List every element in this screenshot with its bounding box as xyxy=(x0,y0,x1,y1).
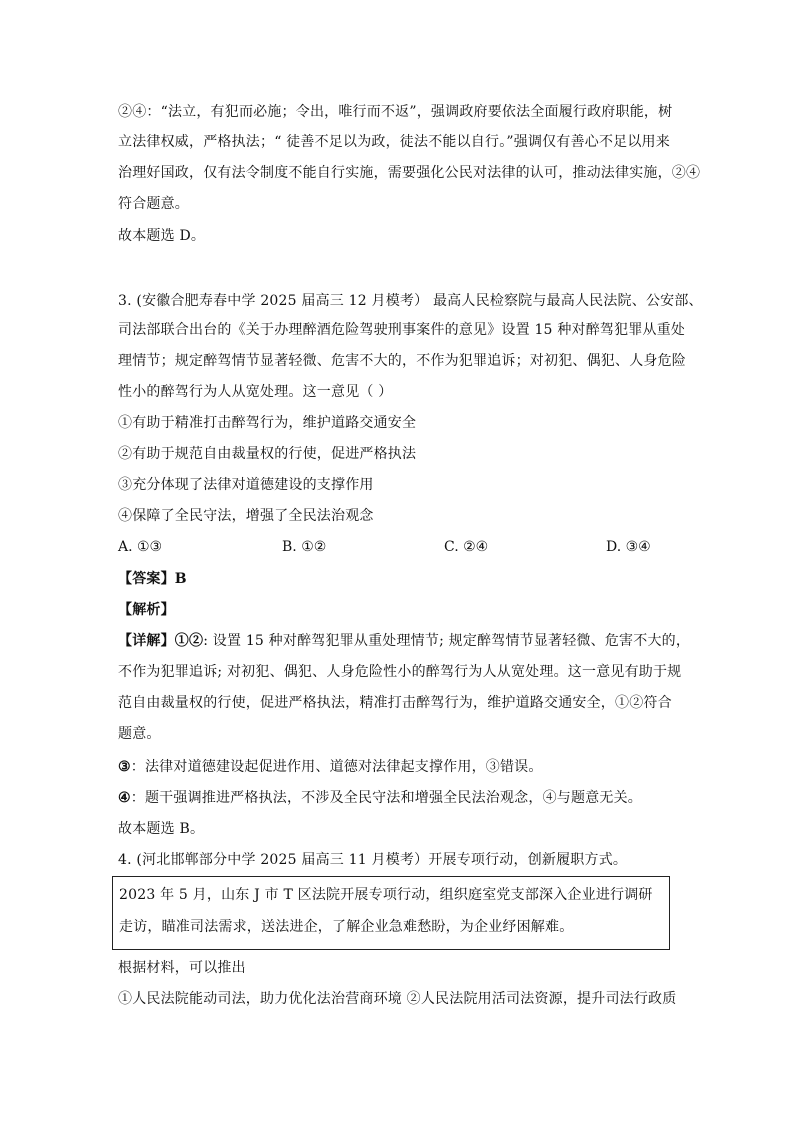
question-3-title: 3. (安徽合肥寿春中学 2025 届高三 12 月模考） 最高人民检察院与最高人民法院、公安部、 xyxy=(118,293,703,309)
answer-label: 【答案】B xyxy=(118,571,187,587)
option-b: B. ①② xyxy=(282,539,327,555)
text-line: 司法部联合出台的《关于办理醉酒危险驾驶刑事案件的意见》设置 15 种对醉驾犯罪从重处 xyxy=(118,322,686,338)
point-3-text: ：法律对道德建设起促进作用、道德对法律起支撑作用，③错误。 xyxy=(130,759,543,775)
material-line: 2023 年 5 月，山东 J 市 T 区法院开展专项行动，组织庭室党支部深入企业进行调研 xyxy=(119,887,653,903)
material-box xyxy=(112,876,670,950)
detail-label: 【详解】①② xyxy=(118,633,204,649)
detail-text: : 设置 15 种对醉驾犯罪从重处理情节; 规定醉驾情节显著轻微、危害不大的， xyxy=(203,633,691,649)
question-4-options: ①人民法院能动司法，助力优化法治营商环境 ②人民法院用活司法资源，提升司法行政质 xyxy=(118,991,677,1007)
point-3-label: ③ xyxy=(118,759,131,775)
text-line: ②④：“法立，有犯而必施；令出，唯行而不返”，强调政府要依法全面履行政府职能，树 xyxy=(118,104,673,120)
statement-4: ④保障了全民守法，增强了全民法治观念 xyxy=(118,508,374,524)
statement-2: ②有助于规范自由裁量权的行使，促进严格执法 xyxy=(118,446,417,462)
statement-1: ①有助于精准打击醉驾行为，维护道路交通安全 xyxy=(118,415,417,431)
material-line: 走访，瞄准司法需求，送法进企，了解企业急难愁盼，为企业纾困解难。 xyxy=(119,919,574,935)
statement-3: ③充分体现了法律对道德建设的支撑作用 xyxy=(118,477,374,493)
detail-line: 不作为犯罪追诉; 对初犯、偶犯、人身危险性小的醉驾行为人从宽处理。这一意见有助于规 xyxy=(118,664,682,680)
detail-line: 题意。 xyxy=(118,726,161,742)
point-4 xyxy=(118,788,642,808)
text-line: 符合题意。 xyxy=(118,196,189,212)
conclusion: 故本题选 B。 xyxy=(118,821,205,837)
question-4-prompt: 根据材料，可以推出 xyxy=(118,960,246,976)
option-d: D. ③④ xyxy=(606,539,651,555)
point-4-label: ④ xyxy=(118,790,131,806)
text-line: 立法律权威，严格执法；“ 徒善不足以为政，徒法不能以自行。”强调仅有善心不足以用来 xyxy=(118,134,670,150)
text-line: 故本题选 D。 xyxy=(118,228,206,244)
option-c: C. ②④ xyxy=(444,539,489,555)
point-4-text: ：题干强调推进严格执法，不涉及全民守法和增强全民法治观念，④与题意无关。 xyxy=(130,790,642,806)
option-a: A. ①③ xyxy=(118,539,163,555)
detail-line: 范自由裁量权的行使，促进严格执法，精准打击醉驾行为，维护道路交通安全，①②符合 xyxy=(118,695,672,711)
detail-line xyxy=(118,631,690,651)
question-4-title: 4. (河北邯郸部分中学 2025 届高三 11 月模考）开展专项行动，创新履职方式。 xyxy=(118,852,628,868)
text-line: 治理好国政，仅有法令制度不能自行实施，需要强化公民对法律的认可，推动法律实施，②④ xyxy=(118,165,701,181)
text-line: 理情节；规定醉驾情节显著轻微、危害不大的，不作为犯罪追诉；对初犯、偶犯、人身危险 xyxy=(118,353,686,369)
analysis-title: 【解析】 xyxy=(118,602,175,618)
text-line: 性小的醉驾行为人从宽处理。这一意见（ ） xyxy=(118,384,393,400)
point-3 xyxy=(118,757,543,777)
